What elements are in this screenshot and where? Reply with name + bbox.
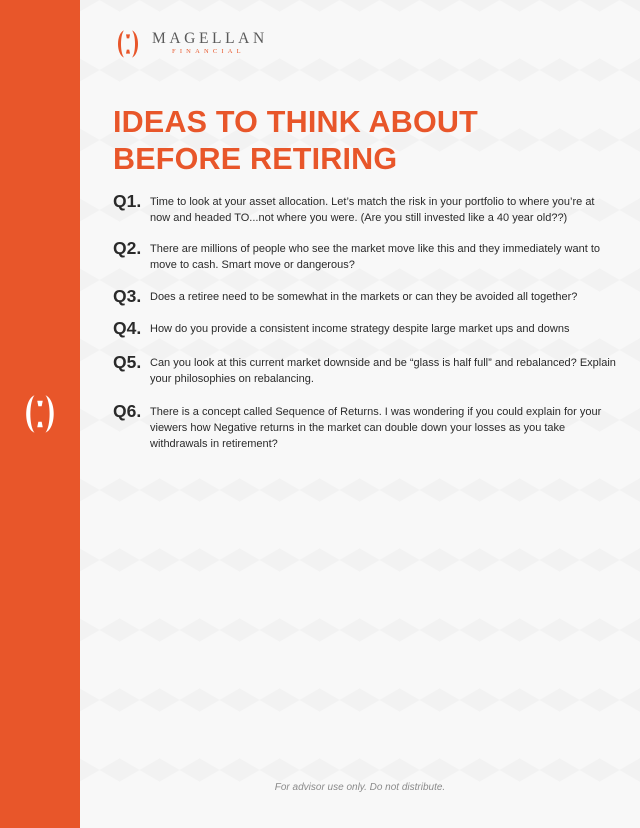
footer-disclaimer: For advisor use only. Do not distribute. (274, 782, 446, 793)
question-text: There is a concept called Sequence of Returns. I was wondering if you could explain for your viewers how Negative returns in the market can double down your losses as you take withdrawals in retirement? (150, 406, 602, 450)
sidebar-band (0, 0, 80, 828)
page-title (113, 104, 478, 178)
question-number: Q2. (113, 238, 142, 258)
magellan-logo-icon (18, 392, 62, 436)
question-text: How do you provide a consistent income strategy despite large market ups and downs (150, 323, 570, 335)
question-text: Does a retiree need to be somewhat in the markets or can they be avoided all together? (150, 291, 578, 303)
question-number: Q4. (113, 318, 142, 338)
question-text: Can you look at this current market downside and be “glass is half full” and rebalanced? Explain your philosophies on rebalancing. (150, 357, 616, 385)
question-text: Time to look at your asset allocation. Let’s match the risk in your portfolio to where you’re at now and headed TO...not where you were. (Are you still invested like a 40 year old??) (150, 196, 595, 224)
brand-logo (112, 28, 268, 60)
brand-subtitle: FINANCIAL (172, 48, 245, 55)
question-number: Q5. (113, 352, 142, 372)
question-number: Q3. (113, 286, 142, 306)
brand-name: MAGELLAN (152, 30, 268, 47)
magellan-logo-icon (112, 28, 144, 60)
question-number: Q6. (113, 401, 142, 421)
page-title-line-2: BEFORE RETIRING (113, 142, 398, 176)
page-title-line-1: IDEAS TO THINK ABOUT (113, 105, 478, 139)
question-text: There are millions of people who see the market move like this and they immediately want to move to cash. Smart move or dangerous? (150, 243, 600, 271)
question-number: Q1. (113, 191, 142, 211)
